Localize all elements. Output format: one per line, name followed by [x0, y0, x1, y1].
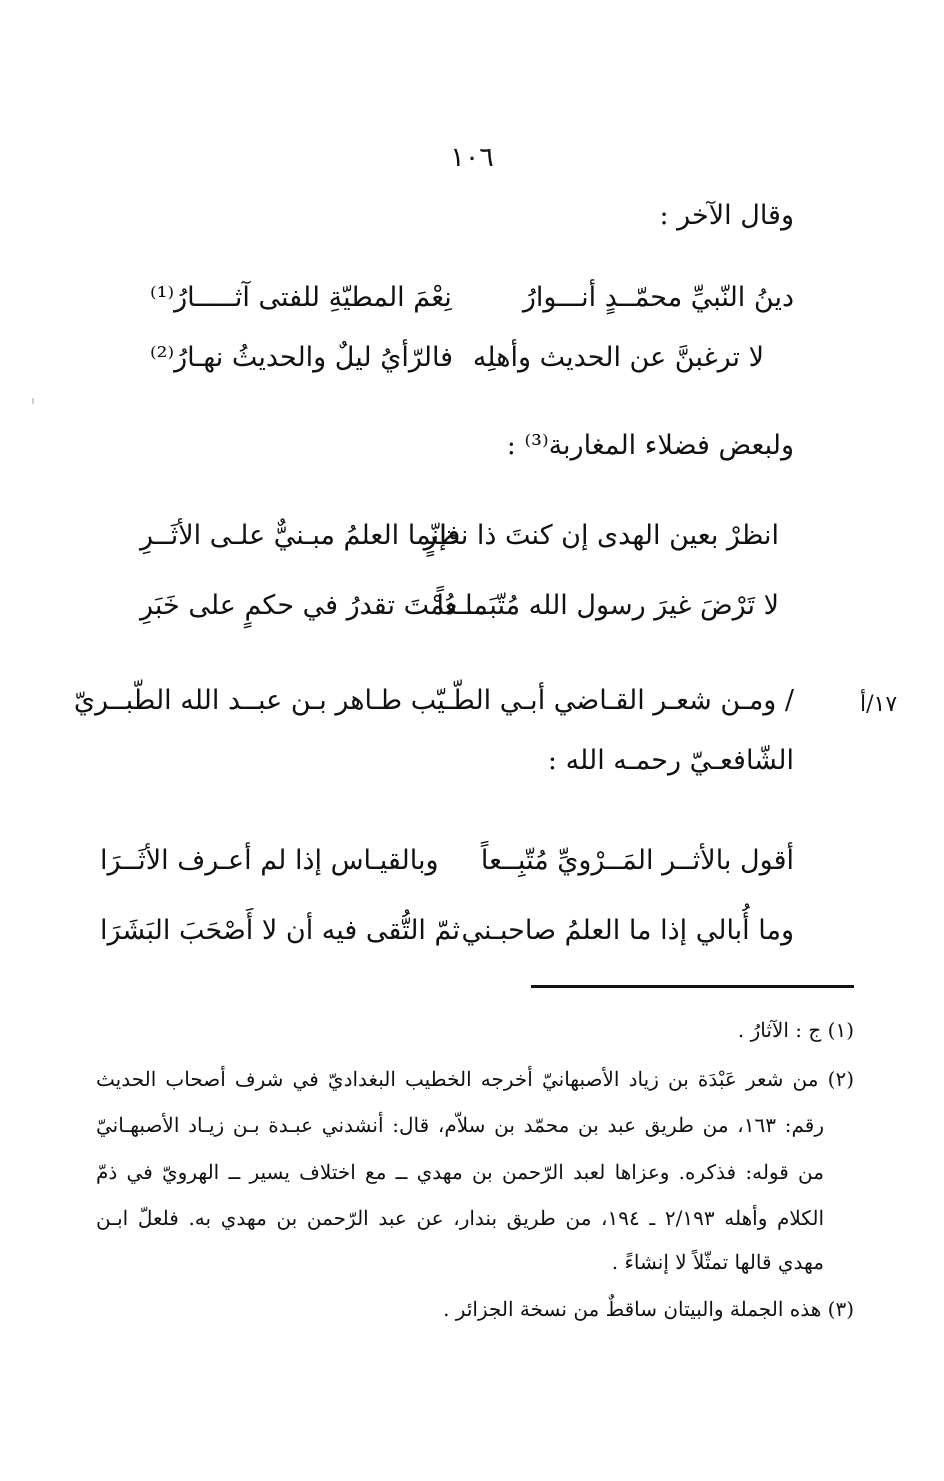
- poem-1-line-2-first-hemistich: لا ترغبنَّ عن الحديث وأهلِه: [472, 342, 764, 373]
- poem-3-line-1-first-hemistich: أقول بالأثــر المَــرْويِّ مُتّبِــعاً: [480, 845, 794, 876]
- footnote-3: (٣) هذه الجملة والبيتان ساقطٌ من نسخة الجزائر .: [443, 1297, 854, 1321]
- footnote-2-line-1: (٢) من شعر عَبْدَة بن زياد الأصبهانيّ أخرجه الخطيب البغداديّ في شرف أصحاب الحديث: [96, 1067, 854, 1091]
- poem-intro-3-line-2: الشّافعـيّ رحمـه الله :: [547, 745, 794, 776]
- poem-2-line-1-second-hemistich: فإنّما العلمُ مبـنيٌّ علـى الأثَــرِ: [140, 520, 461, 551]
- poem-2-line-1-first-hemistich: انظرْ بعين الهدى إن كنتَ ذا نظرٍ: [423, 520, 779, 551]
- poem-2-line-2-second-hemistich: ما دُمْتَ تقدرُ في حكمٍ على خَبَرِ: [140, 590, 488, 621]
- footnote-2-line-3: من قوله: فذكره. وعزاها لعبد الرّحمن بن مهدي ــ مع اختلاف يسير ــ الهرويّ في ذمّ: [96, 1160, 824, 1184]
- poem-intro-3-line-1: / ومـن شعـر القـاضي أبـي الطّـيّب طـاهر بـن عبــد الله الطّبــريّ: [73, 685, 794, 716]
- footnote-1: (١) ج : الآثارُ .: [737, 1018, 854, 1042]
- margin-speck: [32, 398, 34, 404]
- footnote-2-line-2: رقم: ١٦٣، من طريق عبد بن محمّد بن سلاّم، قال: أنشدني عبـدة بـن زيـاد الأصبهـانيّ: [96, 1113, 825, 1137]
- poem-intro-1: وقال الآخر :: [659, 200, 794, 231]
- page-number: ١٠٦: [450, 142, 494, 173]
- poem-3-line-2-second-hemistich: ثمّ التُّقى فيه أن لا أَصْحَبَ البَشَرَا: [100, 915, 461, 946]
- poem-intro-2: ولبعض فضلاء المغاربة⁽³⁾ :: [506, 430, 794, 461]
- poem-2-line-2-first-hemistich: لا تَرْضَ غيرَ رسول الله مُتّبَــــعاً: [436, 590, 779, 621]
- manuscript-folio-reference: ١٧/أ: [860, 692, 898, 717]
- footnote-separator: [531, 985, 854, 988]
- poem-3-line-2-first-hemistich: وما أُبالي إذا ما العلمُ صاحبـني: [461, 915, 794, 946]
- poem-1-line-1-second-hemistich: نِعْمَ المطيّةِ للفتى آثـــــارُ⁽¹⁾: [150, 282, 452, 313]
- footnote-2-line-4: الكلام وأهله ٢/١٩٣ ـ ١٩٤، من طريق بندار، عن عبد الرّحمن بن مهدي به. فلعلّ ابـن: [96, 1206, 824, 1230]
- footnote-2-line-5: مهدي قالها تمثّلاً لا إنشاءً .: [611, 1250, 824, 1274]
- poem-1-line-1-first-hemistich: دينُ النّبيِّ محمّــدٍ أنـــوارُ: [522, 282, 794, 313]
- poem-1-line-2-second-hemistich: فالرّأيُ ليلٌ والحديثُ نهـارُ⁽²⁾: [150, 342, 454, 373]
- poem-3-line-1-second-hemistich: وبالقيـاس إذا لم أعـرف الأثَــرَا: [100, 845, 439, 876]
